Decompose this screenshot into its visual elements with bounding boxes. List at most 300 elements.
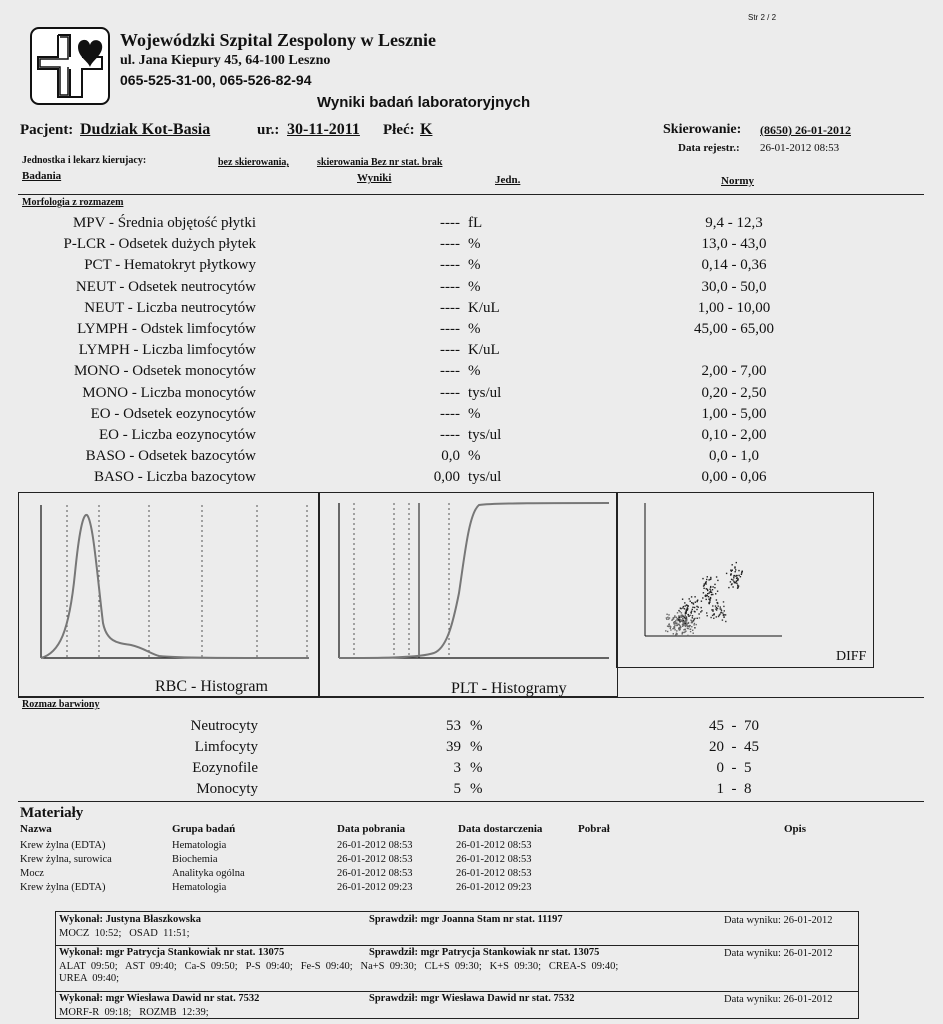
scatter-point xyxy=(717,608,718,609)
scatter-point xyxy=(676,623,677,624)
scatter-point xyxy=(705,596,706,597)
scatter-point xyxy=(687,635,688,636)
scatter-point xyxy=(724,610,725,611)
scatter-point xyxy=(670,629,671,630)
scatter-point xyxy=(679,617,680,618)
scatter-point xyxy=(723,615,724,616)
scatter-point xyxy=(689,598,690,599)
scatter-point xyxy=(707,615,708,616)
scatter-point xyxy=(717,580,718,581)
cell-name: Monocyty xyxy=(196,781,258,797)
scatter-point xyxy=(712,594,713,595)
scatter-point xyxy=(670,628,671,629)
hospital-name: Wojewódzki Szpital Zespolony w Lesznie xyxy=(120,30,437,50)
scatter-point xyxy=(674,615,675,616)
scatter-point xyxy=(693,633,694,634)
scatter-point xyxy=(732,586,733,587)
col-header-result: Wyniki xyxy=(357,172,392,184)
test-result: ---- xyxy=(440,257,460,274)
smear-row xyxy=(0,760,943,781)
mat-taken: 26-01-2012 08:53 xyxy=(337,854,413,865)
scatter-point xyxy=(722,612,723,613)
scatter-point xyxy=(714,584,715,585)
test-result: ---- xyxy=(440,215,460,231)
scatter-point xyxy=(690,615,691,616)
scatter-point xyxy=(716,616,717,617)
scatter-point xyxy=(736,583,737,584)
scatter-point xyxy=(706,599,707,600)
scatter-point xyxy=(692,615,693,616)
cell-result: 53 xyxy=(446,718,461,734)
scatter-point xyxy=(712,605,713,606)
test-unit: K/uL xyxy=(468,342,500,359)
test-name: BASO - Odsetek bazocytów xyxy=(85,448,256,465)
scatter-point xyxy=(728,587,729,588)
mat-delivered: 26-01-2012 08:53 xyxy=(456,868,532,879)
test-unit: tys/ul xyxy=(468,469,502,486)
scatter-point xyxy=(691,602,692,603)
scatter-point xyxy=(681,620,682,621)
test-result: ---- xyxy=(440,384,460,401)
test-unit: % xyxy=(468,448,481,465)
scatter-point xyxy=(706,612,707,613)
scatter-point xyxy=(715,593,716,594)
scatter-point xyxy=(712,615,713,616)
mat-group: Hematologia xyxy=(172,882,227,893)
scatter-point xyxy=(692,609,693,610)
cell-unit: % xyxy=(470,760,483,776)
scatter-point xyxy=(676,625,677,626)
scatter-point xyxy=(683,632,684,633)
scatter-point xyxy=(692,607,693,608)
cell-result: 5 xyxy=(453,781,461,797)
smear-row xyxy=(0,739,943,760)
scatter-point xyxy=(682,607,683,608)
test-name: PCT - Hematokryt płytkowy xyxy=(84,257,256,274)
dob-label: ur.: xyxy=(257,122,280,138)
scatter-point xyxy=(733,577,734,578)
cell-result: 39 xyxy=(446,739,461,755)
scatter-point xyxy=(676,630,677,631)
scatter-point xyxy=(701,610,702,611)
scatter-point xyxy=(692,617,693,618)
scatter-point xyxy=(741,572,742,573)
scatter-point xyxy=(678,624,679,625)
scatter-point xyxy=(723,606,724,607)
scatter-point xyxy=(670,626,671,627)
scatter-point xyxy=(732,570,733,571)
sex-label: Płeć: xyxy=(383,122,415,138)
scatter-point xyxy=(734,582,735,583)
scatter-point xyxy=(731,579,732,580)
test-result: ---- xyxy=(440,427,460,443)
scatter-point xyxy=(703,585,704,586)
scatter-point xyxy=(717,603,718,604)
test-result: ---- xyxy=(440,236,460,253)
scatter-point xyxy=(737,588,738,589)
scatter-point xyxy=(697,600,698,601)
mat-header-name: Nazwa xyxy=(20,823,52,835)
scatter-point xyxy=(681,612,682,613)
scatter-point xyxy=(676,617,677,618)
performed-by: Wykonał: mgr Wiesława Dawid nr stat. 7532 xyxy=(59,993,260,1004)
scatter-point xyxy=(701,601,702,602)
patient-sex: K xyxy=(420,121,433,138)
scatter-point xyxy=(676,619,677,620)
scatter-point xyxy=(686,616,687,617)
morphology-row xyxy=(0,236,943,257)
test-unit: % xyxy=(468,405,481,422)
scatter-point xyxy=(736,578,737,579)
test-norm: 45,00 - 65,00 xyxy=(694,321,774,337)
mat-header-by: Pobrał xyxy=(578,823,610,835)
scatter-point xyxy=(691,612,692,613)
scatter-point xyxy=(682,599,683,600)
result-date: Data wyniku: 26-01-2012 xyxy=(724,994,833,1005)
patient-dob: 30-11-2011 xyxy=(287,121,360,138)
test-result: ---- xyxy=(440,299,460,316)
scatter-point xyxy=(705,582,706,583)
test-result: ---- xyxy=(440,363,460,380)
scatter-point xyxy=(685,618,686,619)
scatter-point xyxy=(673,633,674,634)
scatter-point xyxy=(716,599,717,600)
scatter-point xyxy=(690,620,691,621)
morphology-row xyxy=(0,469,943,490)
scatter-point xyxy=(709,599,710,600)
scatter-point xyxy=(696,609,697,610)
scatter-point xyxy=(694,596,695,597)
reg-date-label: Data rejestr.: xyxy=(678,142,740,154)
scatter-point xyxy=(665,630,666,631)
test-unit: % xyxy=(468,236,481,253)
rbc-histogram-label: RBC - Histogram xyxy=(155,678,268,695)
section-morphology: Morfologia z rozmazem xyxy=(22,197,124,208)
scatter-point xyxy=(666,619,667,620)
scatter-point xyxy=(726,573,727,574)
scatter-point xyxy=(734,575,735,576)
scatter-point xyxy=(734,567,735,568)
scatter-point xyxy=(668,624,669,625)
scatter-point xyxy=(716,576,717,577)
materials-header xyxy=(0,823,943,837)
scatter-point xyxy=(687,628,688,629)
scatter-point xyxy=(731,584,732,585)
scatter-point xyxy=(735,571,736,572)
scatter-point xyxy=(735,569,736,570)
morphology-row xyxy=(0,363,943,384)
scatter-point xyxy=(667,631,668,632)
scatter-point xyxy=(666,617,667,618)
cell-norm: 1 - 8 xyxy=(716,781,752,797)
scatter-point xyxy=(723,601,724,602)
test-name: P-LCR - Odsetek dużych płytek xyxy=(63,236,256,253)
scatter-point xyxy=(684,608,685,609)
scatter-point xyxy=(710,577,711,578)
test-result: ---- xyxy=(440,405,460,422)
cell-norm: 45 - 70 xyxy=(709,718,759,734)
mat-delivered: 26-01-2012 08:53 xyxy=(456,840,532,851)
scatter-point xyxy=(710,578,711,579)
scatter-point xyxy=(742,571,743,572)
material-row xyxy=(0,840,943,854)
mat-delivered: 26-01-2012 09:23 xyxy=(456,882,532,893)
scatter-point xyxy=(682,618,683,619)
result-date: Data wyniku: 26-01-2012 xyxy=(724,915,833,926)
scatter-point xyxy=(732,579,733,580)
scatter-point xyxy=(675,634,676,635)
cell-unit: % xyxy=(470,781,483,797)
scatter-point xyxy=(683,629,684,630)
scatter-point xyxy=(688,623,689,624)
performed-by: Wykonał: mgr Patrycja Stankowiak nr stat. 13075 xyxy=(59,947,285,958)
scatter-point xyxy=(730,573,731,574)
scatter-point xyxy=(691,626,692,627)
section-smear: Rozmaz barwiony xyxy=(22,699,100,710)
scatter-point xyxy=(704,583,705,584)
material-row xyxy=(0,854,943,868)
scatter-point xyxy=(686,623,687,624)
scatter-point xyxy=(697,618,698,619)
test-unit: % xyxy=(468,363,481,380)
scatter-point xyxy=(713,618,714,619)
mat-name: Krew żylna (EDTA) xyxy=(20,840,106,851)
scatter-point xyxy=(698,607,699,608)
scatter-point xyxy=(696,624,697,625)
checked-by: Sprawdził: mgr Joanna Stam nr stat. 11197 xyxy=(369,914,563,925)
scatter-point xyxy=(696,601,697,602)
test-name: LYMPH - Liczba limfocytów xyxy=(78,342,256,359)
test-norm: 30,0 - 50,0 xyxy=(701,278,767,295)
scatter-point xyxy=(683,620,684,621)
scatter-point xyxy=(736,575,737,576)
scatter-point xyxy=(709,589,710,590)
morphology-row xyxy=(0,385,943,406)
mat-taken: 26-01-2012 08:53 xyxy=(337,868,413,879)
scatter-point xyxy=(732,564,733,565)
page-number: Str 2 / 2 xyxy=(748,13,777,22)
scatter-point xyxy=(715,605,716,606)
test-norm: 0,20 - 2,50 xyxy=(701,384,767,401)
scatter-point xyxy=(691,596,692,597)
mat-header-desc: Opis xyxy=(784,823,807,835)
scatter-point xyxy=(702,578,703,579)
scatter-point xyxy=(718,605,719,606)
scatter-point xyxy=(725,614,726,615)
cell-unit: % xyxy=(470,739,483,755)
test-norm: 2,00 - 7,00 xyxy=(701,363,767,380)
scatter-point xyxy=(703,588,704,589)
performed-by: Wykonał: Justyna Błaszkowska xyxy=(59,914,201,925)
test-norm: 13,0 - 43,0 xyxy=(701,236,767,253)
test-unit: tys/ul xyxy=(468,384,502,401)
test-norm: 1,00 - 5,00 xyxy=(701,405,767,422)
mat-header-delivered: Data dostarczenia xyxy=(458,823,543,835)
test-name: NEUT - Odsetek neutrocytów xyxy=(75,278,256,295)
scatter-point xyxy=(717,591,718,592)
mat-name: Krew żylna (EDTA) xyxy=(20,882,106,893)
scatter-point xyxy=(674,623,675,624)
scatter-point xyxy=(712,586,713,587)
scatter-point xyxy=(686,610,687,611)
scatter-point xyxy=(678,619,679,620)
scatter-point xyxy=(708,596,709,597)
morphology-row xyxy=(0,342,943,363)
test-unit: tys/ul xyxy=(468,427,502,443)
hospital-logo xyxy=(30,27,110,105)
test-name: BASO - Liczba bazocytow xyxy=(93,469,256,486)
scatter-point xyxy=(725,621,726,622)
plt-histogram-label: PLT - Histogramy xyxy=(451,680,567,697)
scatter-point xyxy=(687,607,688,608)
scatter-point xyxy=(692,603,693,604)
scatter-point xyxy=(707,593,708,594)
patient-label: Pacjent: xyxy=(20,122,74,138)
morphology-row xyxy=(0,448,943,469)
test-norm: 1,00 - 10,00 xyxy=(697,299,771,316)
mat-name: Mocz xyxy=(20,868,44,879)
signatures-box xyxy=(55,911,859,1019)
scatter-point xyxy=(674,629,675,630)
scatter-point xyxy=(691,611,692,612)
scatter-point xyxy=(690,601,691,602)
signature-block xyxy=(56,991,858,1019)
scatter-point xyxy=(690,629,691,630)
signature-block xyxy=(56,913,858,940)
scatter-point xyxy=(720,606,721,607)
cell-result: 3 xyxy=(453,760,461,776)
mat-header-taken: Data pobrania xyxy=(337,823,406,835)
scatter-point xyxy=(701,607,702,608)
scatter-point xyxy=(682,621,683,622)
scatter-point xyxy=(674,625,675,626)
scatter-point xyxy=(710,617,711,618)
morphology-row xyxy=(0,215,943,236)
test-norm: 0,10 - 2,00 xyxy=(701,427,767,443)
test-name: MONO - Odsetek monocytów xyxy=(73,363,256,380)
test-name: EO - Liczba eozynocytów xyxy=(98,427,256,443)
scatter-point xyxy=(723,617,724,618)
scatter-point xyxy=(703,592,704,593)
scatter-point xyxy=(738,578,739,579)
cell-norm: 0 - 5 xyxy=(716,760,752,776)
scatter-point xyxy=(736,580,737,581)
hospital-phones: 065-525-31-00, 065-526-82-94 xyxy=(120,72,312,88)
cell-name: Limfocyty xyxy=(194,739,258,755)
scatter-point xyxy=(688,626,689,627)
scatter-point xyxy=(685,623,686,624)
morphology-row xyxy=(0,257,943,278)
scatter-point xyxy=(679,625,680,626)
morphology-row xyxy=(0,321,943,342)
scatter-point xyxy=(738,575,739,576)
test-norm: 0,0 - 1,0 xyxy=(709,448,759,465)
result-date: Data wyniku: 26-01-2012 xyxy=(724,948,833,959)
scatter-point xyxy=(684,602,685,603)
test-times: MORF-R 09:18; ROZMB 12:39; xyxy=(59,1007,209,1018)
scatter-point xyxy=(693,620,694,621)
scatter-point xyxy=(737,580,738,581)
scatter-point xyxy=(741,574,742,575)
patient-name: Dudziak Kot-Basia xyxy=(80,121,211,138)
scatter-point xyxy=(677,612,678,613)
scatter-point xyxy=(674,617,675,618)
scatter-point xyxy=(690,631,691,632)
morphology-row xyxy=(0,427,943,448)
scatter-point xyxy=(695,602,696,603)
scatter-point xyxy=(740,576,741,577)
mat-group: Hematologia xyxy=(172,840,227,851)
test-times: UREA 09:40; xyxy=(59,973,120,984)
hospital-address: ul. Jana Kiepury 45, 64-100 Leszno xyxy=(120,53,331,68)
rbc-histogram xyxy=(18,492,320,697)
scatter-point xyxy=(707,589,708,590)
test-norm: 0,14 - 0,36 xyxy=(701,257,767,274)
scatter-point xyxy=(683,625,684,626)
scatter-point xyxy=(684,617,685,618)
checked-by: Sprawdził: mgr Wiesława Dawid nr stat. 7532 xyxy=(369,993,575,1004)
diff-scatter xyxy=(616,492,874,668)
test-unit: K/uL xyxy=(468,299,500,316)
scatter-point xyxy=(708,579,709,580)
material-row xyxy=(0,882,943,896)
cell-name: Eozynofile xyxy=(192,760,258,776)
mat-taken: 26-01-2012 09:23 xyxy=(337,882,413,893)
scatter-point xyxy=(669,617,670,618)
unit-value-2: skierowania Bez nr stat. brak xyxy=(317,157,443,168)
scatter-point xyxy=(681,615,682,616)
scatter-point xyxy=(735,576,736,577)
diff-label: DIFF xyxy=(836,649,867,664)
scatter-point xyxy=(682,633,683,634)
scatter-point xyxy=(672,619,673,620)
smear-row xyxy=(0,718,943,739)
scatter-point xyxy=(678,610,679,611)
scatter-point xyxy=(708,592,709,593)
scatter-point xyxy=(719,614,720,615)
test-norm: 9,4 - 12,3 xyxy=(705,215,763,231)
scatter-point xyxy=(699,617,700,618)
scatter-point xyxy=(712,589,713,590)
test-times: MOCZ 10:52; OSAD 11:51; xyxy=(59,928,190,939)
scatter-point xyxy=(737,586,738,587)
col-header-norm: Normy xyxy=(721,175,754,187)
test-name: MONO - Liczba monocytów xyxy=(82,384,256,401)
scatter-point xyxy=(712,609,713,610)
scatter-point xyxy=(674,627,675,628)
morphology-row xyxy=(0,406,943,427)
scatter-point xyxy=(688,614,689,615)
materials-title: Materiały xyxy=(20,805,84,821)
scatter-point xyxy=(738,570,739,571)
scatter-point xyxy=(692,630,693,631)
test-unit: % xyxy=(468,257,481,274)
scatter-point xyxy=(679,627,680,628)
cell-unit: % xyxy=(470,718,483,734)
scatter-point xyxy=(675,620,676,621)
test-unit: % xyxy=(468,278,481,295)
scatter-point xyxy=(693,618,694,619)
mat-group: Biochemia xyxy=(172,854,218,865)
scatter-point xyxy=(722,619,723,620)
scatter-point xyxy=(674,621,675,622)
scatter-point xyxy=(696,606,697,607)
mat-group: Analityka ogólna xyxy=(172,868,245,879)
signature-block xyxy=(56,945,858,986)
test-norm: 0,00 - 0,06 xyxy=(701,469,767,486)
scatter-point xyxy=(707,595,708,596)
referral-label: Skierowanie: xyxy=(663,122,742,137)
